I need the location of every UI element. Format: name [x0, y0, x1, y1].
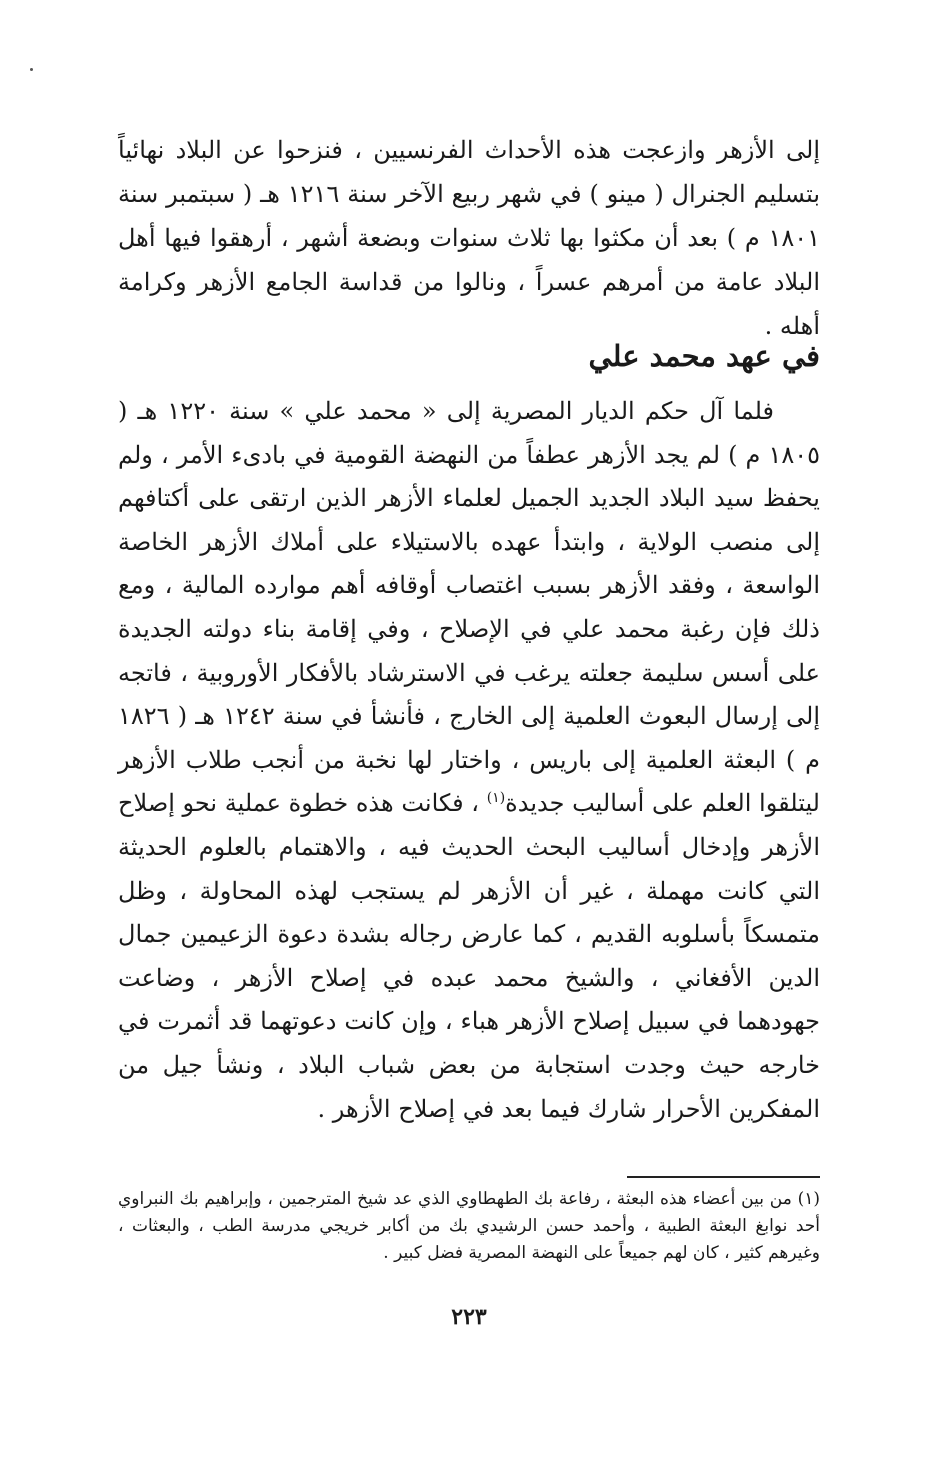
- paragraph-continuation: [118, 128, 820, 348]
- scan-speck: [30, 68, 33, 71]
- paragraph-2-text-part-2: ، فكانت هذه خطوة عملية نحو إصلاح الأزهر وإدخال أساليب البحث الحديث فيه ، والاهتمام بالعلوم الحديثة التي كانت مهملة ، غير أن الأزهر لم يستجب لهذه المحاولة ، وظل متمسكاً بأسلوبه القديم ، كما عارض رجاله بشدة دعوة الزعيمين جمال الدين الأفغاني ، والشيخ محمد عبده في إصلاح الأزهر ، وضاعت جهودهما في سبيل إصلاح الأزهر هباء ، وإن كانت دعوتهما قد أثمرت في خارجه حيث وجدت استجابة من بعض شباب البلاد ، ونشأ جيل من المفكرين الأحرار شارك فيما بعد في إصلاح الأزهر .: [118, 789, 820, 1123]
- footnote-reference: (١): [486, 790, 506, 807]
- paragraph-1-text: إلى الأزهر وازعجت هذه الأحداث الفرنسيين ، فنزحوا عن البلاد نهائياً بتسليم الجنرال ( مينو ) في شهر ربيع الآخر سنة ١٢١٦ هـ ( سبتمبر سنة ١٨٠١ م ) بعد أن مكثوا بها ثلاث سنوات وبضعة أشهر ، أرهقوا فيها أهل البلاد عامة من أمرهم عسراً ، ونالوا من قداسة الجامع الأزهر وكرامة أهله .: [118, 136, 820, 340]
- paragraph-main: [118, 390, 820, 1131]
- paragraph-2-text-part-1: فلما آل حكم الديار المصرية إلى « محمد علي » سنة ١٢٢٠ هـ ( ١٨٠٥ م ) لم يجد الأزهر عطفاً من النهضة القومية في بادىء الأمر ، ولم يحفظ سيد البلاد الجديد الجميل لعلماء الأزهر الذين ارتقى على أكتافهم إلى منصب الولاية ، وابتدأ عهده بالاستيلاء على أملاك الأزهر الخاصة الواسعة ، وفقد الأزهر بسبب اغتصاب أوقافه أهم موارده المالية ، ومع ذلك فإن رغبة محمد علي في الإصلاح ، وفي إقامة بناء دولته الجديدة على أسس سليمة جعلته يرغب في الاسترشاد بالأفكار الأوروبية ، فاتجه إلى إرسال البعوث العلمية إلى الخارج ، فأنشأ في سنة ١٢٤٢ هـ ( ١٨٢٦ م ) البعثة العلمية إلى باريس ، واختار لها نخبة من أنجب طلاب الأزهر ليتلقوا العلم على أساليب جديدة: [118, 397, 821, 818]
- page-number: ٢٢٣: [451, 1304, 487, 1330]
- footnote: [118, 1186, 820, 1267]
- footnote-separator: [627, 1176, 820, 1178]
- section-heading: في عهد محمد علي: [588, 339, 820, 373]
- footnote-text: (١) من بين أعضاء هذه البعثة ، رفاعة بك الطهطاوي الذي عد شيخ المترجمين ، وإبراهيم بك النبراوي أحد نوابغ البعثة الطبية ، وأحمد حسن الرشيدي بك من أكابر خريجي مدرسة الطب ، والبعثات ، وغيرهم كثير ، كان لهم جميعاً على النهضة المصرية فضل كبير .: [118, 1189, 820, 1263]
